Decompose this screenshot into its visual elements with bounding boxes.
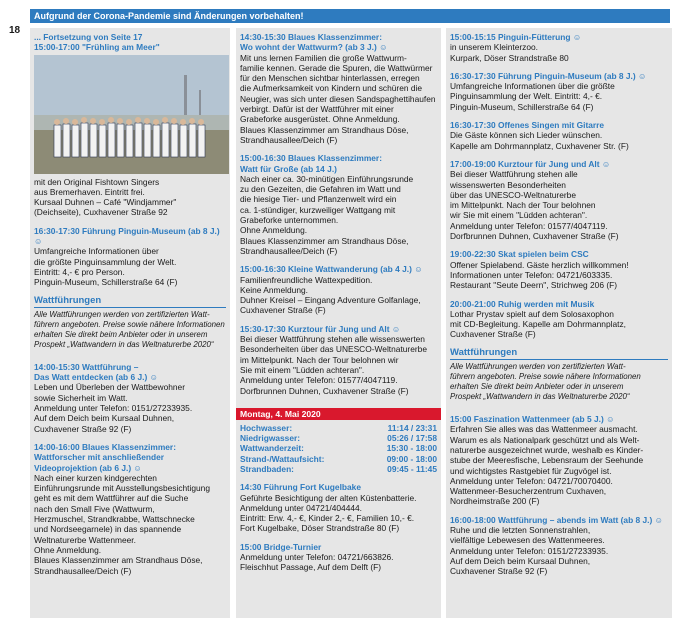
event-title: Das Watt entdecken (ab 6 J.) ☺ (34, 372, 159, 383)
event-desc: Familienfreundliche Wattexpedition. (240, 274, 373, 285)
event-desc: Pinguin-Museum, Schillerstraße 64 (F) (34, 277, 178, 288)
tide-row (240, 433, 437, 443)
tide-row (240, 454, 437, 464)
event-title: 14:30 Führung Fort Kugelbake (240, 482, 361, 493)
event-desc: Informationen unter Telefon: 04721/603335. (450, 269, 613, 280)
event-desc: Nach einer kurzen kindgerechten (34, 472, 157, 483)
event-desc: Warum es als Nationalpark geschützt und als Welt- (450, 434, 640, 445)
event-title: 20:00-21:00 Ruhig werden mit Musik (450, 298, 595, 309)
event-desc: Anmeldung unter Telefon: 04721/70070400. (450, 475, 613, 486)
section-note: führern angeboten. Preise sowie nähere Informationen (450, 372, 641, 382)
event-desc: Ohne Anmeldung. (240, 225, 308, 236)
event-title: Videoprojektion (ab 6 J.) ☺ (34, 462, 142, 473)
event-desc: Strandhausallee/Deich (F) (34, 565, 132, 576)
event-desc: sowie Sicherheit im Watt. (34, 392, 128, 403)
event-desc: und Nordseegarnele) in das spannende (34, 524, 182, 535)
event-desc: Anmeldung unter Telefon: 01577/4047119. (240, 375, 398, 386)
tide-value: 09:45 - 11:45 (387, 463, 437, 474)
event-desc: Leben und Überleben der Wattbewohner (34, 382, 186, 393)
event-desc: familie kennen. Gerade die Spuren, die Wattwürmer (240, 62, 433, 73)
event-desc: wir Sie mit einem "Lüdden achteran". (450, 210, 588, 221)
event-desc: Umfangreiche Informationen über (34, 246, 159, 257)
event-desc: Eintritt: 4,- € pro Person. (34, 266, 125, 277)
event-desc: Ohne Anmeldung. (34, 544, 102, 555)
tide-row (240, 443, 437, 453)
event-desc: Fort Kugelbake, Döser Strandstraße 80 (F) (240, 523, 400, 534)
column-3 (446, 28, 672, 618)
section-note: führern angeboten. Preise sowie nähere Informationen (34, 319, 225, 329)
event-desc: im Mittelpunkt. Nach der Tour belohnen (450, 200, 596, 211)
event-desc: Anmeldung unter 04721/404444. (240, 502, 363, 513)
section-heading: Wattführungen (450, 348, 668, 360)
event-desc: Auf dem Deich beim Kursaal Duhnen, (34, 413, 175, 424)
event-desc: Eintritt: Erw. 4,- €, Kinder 2,- €, Familien 10,- €. (240, 513, 415, 524)
event-desc: Blaues Klassenzimmer am Strandhaus Döse, (34, 555, 203, 566)
event-desc: Nordheimstraße 200 (F) (450, 496, 540, 507)
event-desc: die Aufmerksamkeit von Kindern und schüren die (240, 83, 423, 94)
event-desc: Bei dieser Wattführung stehen alle wissenswerten (240, 334, 425, 345)
event-desc: wissenswerten Besonderheiten (450, 179, 566, 190)
event-desc: Strandhausallee/Deich (F) (240, 245, 338, 256)
event-desc: Neugier, was sich unter diesen Sandspaghettihaufen (240, 93, 436, 104)
event-desc: Sie mit einem "Lüdden achteran". (240, 364, 365, 375)
event-title: 15:00-15:15 Pinguin-Fütterung ☺ (450, 32, 582, 42)
section-note: Prospekt „Wattwandern in das Weltnaturerbe 2020“ (34, 339, 214, 349)
event-desc: Kurpark, Döser Strandstraße 80 (450, 52, 569, 63)
section-note: Alle Wattführungen werden von zertifizierten Watt- (34, 309, 210, 319)
section-note: Prospekt „Wattwandern in das Weltnaturerbe 2020“ (450, 392, 630, 402)
event-desc: Dorfbrunnen Duhnen, Cuxhavener Straße (F) (450, 231, 619, 242)
event-title: 15:00 Bridge-Turnier (240, 541, 322, 552)
event-desc: Grabeforke unternommen. (240, 215, 339, 226)
event-title: Watt für Große (ab 14 J.) (240, 163, 337, 174)
event-desc: Pinguinsammlung der Welt. Eintritt: 4,- €. (450, 91, 603, 102)
event-title: 17:00-19:00 Kurztour für Jung und Alt ☺ (450, 158, 611, 169)
event-title: 16:30-17:30 Führung Pinguin-Museum (ab 8 J.) ☺ (34, 225, 220, 247)
event-desc: Anmeldung unter Telefon: 0151/27233935. (450, 545, 609, 556)
event-desc: (Deichseite), Cuxhavener Straße 92 (34, 207, 168, 218)
event-desc: die größte Pinguinsammlung der Welt. (34, 256, 177, 267)
tide-row (240, 423, 437, 433)
corona-banner: Aufgrund der Corona-Pandemie sind Änderungen vorbehalten! (30, 9, 670, 23)
event-title: Wo wohnt der Wattwurm? (ab 3 J.) ☺ (240, 42, 388, 53)
event-desc: in unserem Kleinterzoo. (450, 42, 538, 53)
event-desc: Blaues Klassenzimmer am Strandhaus Döse, (240, 124, 409, 135)
event-desc: aus Bremerhaven. Eintritt frei. (34, 186, 145, 197)
singers-photo (34, 55, 229, 174)
event-desc: Fleischhut Passage, Auf dem Delft (F) (240, 562, 382, 573)
event-desc: stube der Meeresfische, Lebensraum der Seehunde (450, 455, 644, 466)
event-desc: Anmeldung unter Telefon: 0151/27233935. (34, 403, 193, 414)
event-desc: Cuxhavener Straße (F) (450, 329, 536, 340)
event-desc: Auf dem Deich beim Kursaal Duhnen, (450, 555, 591, 566)
event-desc: über das UNESCO-Weltnaturerbe (450, 189, 576, 200)
event-desc: Mit uns lernen Familien die große Wattwurm- (240, 52, 407, 63)
tide-label: Strand-/Wattaufsicht: (240, 453, 325, 464)
event-title: 16:00-18:00 Wattführung – abends im Watt (ab 8 J.) ☺ (450, 514, 664, 525)
event-title: 15:00 Faszination Wattenmeer (ab 5 J.) ☺ (450, 414, 615, 425)
event-desc: im Mittelpunkt. Nach der Tour belohnen wir (240, 354, 399, 365)
event-desc: Pinguin-Museum, Schillerstraße 64 (F) (450, 101, 594, 112)
event-desc: vielfältige Lebewesen des Wattenmeeres. (450, 535, 605, 546)
event-desc: Grabeforke ausgerüstet. Ohne Anmeldung. (240, 114, 400, 125)
section-note: erhalten Sie direkt beim Anbieter oder in unserem (34, 329, 208, 339)
date-heading: Montag, 4. Mai 2020 (236, 408, 441, 420)
event-desc: naturerbe ausgezeichnet wurde, weshalb es Kinder- (450, 444, 644, 455)
event-desc: Cuxhavener Straße 92 (F) (34, 423, 132, 434)
event-desc: Bei dieser Wattführung stehen alle (450, 169, 578, 180)
event-title: 15:00-16:30 Kleine Wattwanderung (ab 4 J.) ☺ (240, 264, 423, 275)
event-desc: mit den Original Fishtown Singers (34, 176, 160, 187)
event-desc: mit CD-Begleitung. Kapelle am Dohrmannplatz, (450, 319, 626, 330)
event-title: 15:00-17:00 "Frühling am Meer" (34, 42, 160, 53)
event-desc: ca. 1-stündiger, kurzweiliger Wattgang mit (240, 204, 396, 215)
event-title: 15:30-17:30 Kurztour für Jung und Alt ☺ (240, 323, 401, 334)
event-desc: Duhner Kreisel – Eingang Adventure Golfanlage, (240, 295, 421, 306)
event-desc: Dorfbrunnen Duhnen, Cuxhavener Straße (F) (240, 385, 409, 396)
tide-value: 11:14 / 23:31 (387, 422, 437, 433)
tide-label: Strandbaden: (240, 463, 294, 474)
event-title: 14:00-16:00 Blaues Klassenzimmer: (34, 441, 176, 452)
event-desc: Kapelle am Dohrmannplatz, Cuxhavener Str. (F) (450, 140, 629, 151)
event-desc: Die Gäste können sich Lieder wünschen. (450, 130, 603, 141)
event-desc: Kursaal Duhnen – Café "Windjammer" (34, 197, 177, 208)
event-title: 14:30-15:30 Blaues Klassenzimmer: (240, 32, 382, 42)
event-desc: Besonderheiten über das UNESCO-Weltnaturerbe (240, 344, 427, 355)
event-desc: Cuxhavener Straße (F) (240, 305, 326, 316)
event-desc: Ruhe und die letzten Sonnenstrahlen, (450, 524, 591, 535)
event-desc: Wattenmeer-Besucherzentrum Cuxhaven, (450, 486, 607, 497)
tide-value: 05:26 / 17:58 (387, 433, 437, 444)
event-title: 16:30-17:30 Offenes Singen mit Gitarre (450, 120, 605, 131)
event-desc: Anmeldung unter Telefon: 01577/4047119. (450, 220, 608, 231)
tide-label: Hochwasser: (240, 422, 293, 433)
tide-label: Niedrigwasser: (240, 433, 301, 444)
event-desc: Weltnaturerbe Wattenmeer. (34, 534, 136, 545)
column-1 (30, 28, 230, 618)
section-note: erhalten Sie direkt beim Anbieter oder in unserem (450, 382, 624, 392)
event-desc: zu den Gezeiten, die Gefahren im Watt und (240, 184, 401, 195)
column-2 (236, 28, 441, 618)
section-note: Alle Wattführungen werden von zertifizierten Watt- (450, 362, 626, 372)
event-desc: und wichtigstes Rastgebiet für Zugvögel ist. (450, 465, 612, 476)
event-desc: Geführte Besichtigung der alten Küstenbatterie. (240, 492, 417, 503)
page-number: 18 (9, 25, 21, 36)
event-desc: nach den Small Five (Wattwurm, (34, 503, 155, 514)
tide-row (240, 464, 437, 474)
tide-label: Wattwanderzeit: (240, 443, 304, 454)
event-desc: Lothar Prystav spielt auf dem Solosaxophon (450, 308, 614, 319)
event-desc: Keine Anmeldung. (240, 284, 308, 295)
event-desc: die hiesige Tier- und Pflanzenwelt wird ein (240, 194, 397, 205)
event-title: Wattforscher mit anschließender (34, 452, 164, 463)
section-heading: Wattführungen (34, 296, 226, 308)
tide-value: 09:00 - 18:00 (386, 453, 437, 464)
event-desc: Anmeldung unter Telefon: 04721/663826. (240, 552, 394, 563)
event-title: 14:00-15:30 Wattführung – (34, 361, 139, 372)
event-desc: Herzmuschel, Strandkrabbe, Wattschnecke (34, 514, 195, 525)
event-desc: Einführungsrunde mit Ausstellungsbesichtigung (34, 483, 210, 494)
tide-value: 15:30 - 18:00 (386, 443, 437, 454)
event-desc: Erfahren Sie alles was das Wattenmeer ausmacht. (450, 424, 638, 435)
event-desc: verbirgt. Dafür ist der Wattführer mit einer (240, 104, 394, 115)
event-desc: Umfangreiche Informationen über die größte (450, 81, 615, 92)
event-desc: Nach einer ca. 30-minütigen Einführungsrunde (240, 173, 414, 184)
event-title: 15:00-16:30 Blaues Klassenzimmer: (240, 153, 382, 164)
continued-label: ... Fortsetzung von Seite 17 (34, 32, 143, 42)
event-title: 16:30-17:30 Führung Pinguin-Museum (ab 8 J.) ☺ (450, 70, 647, 81)
event-desc: Strandhausallee/Deich (F) (240, 134, 338, 145)
event-desc: für den Menschen sichtbar hinterlassen, erregen (240, 73, 420, 84)
event-desc: geht es mit dem Wattführer auf die Suche (34, 493, 189, 504)
event-desc: Restaurant "Seute Deern", Strichweg 206 (F) (450, 280, 618, 291)
event-title: 19:00-22:30 Skat spielen beim CSC (450, 249, 589, 260)
event-desc: Cuxhavener Straße 92 (F) (450, 566, 548, 577)
event-desc: Offener Spielabend. Gäste herzlich willkommen! (450, 259, 629, 270)
event-desc: Blaues Klassenzimmer am Strandhaus Döse, (240, 235, 409, 246)
